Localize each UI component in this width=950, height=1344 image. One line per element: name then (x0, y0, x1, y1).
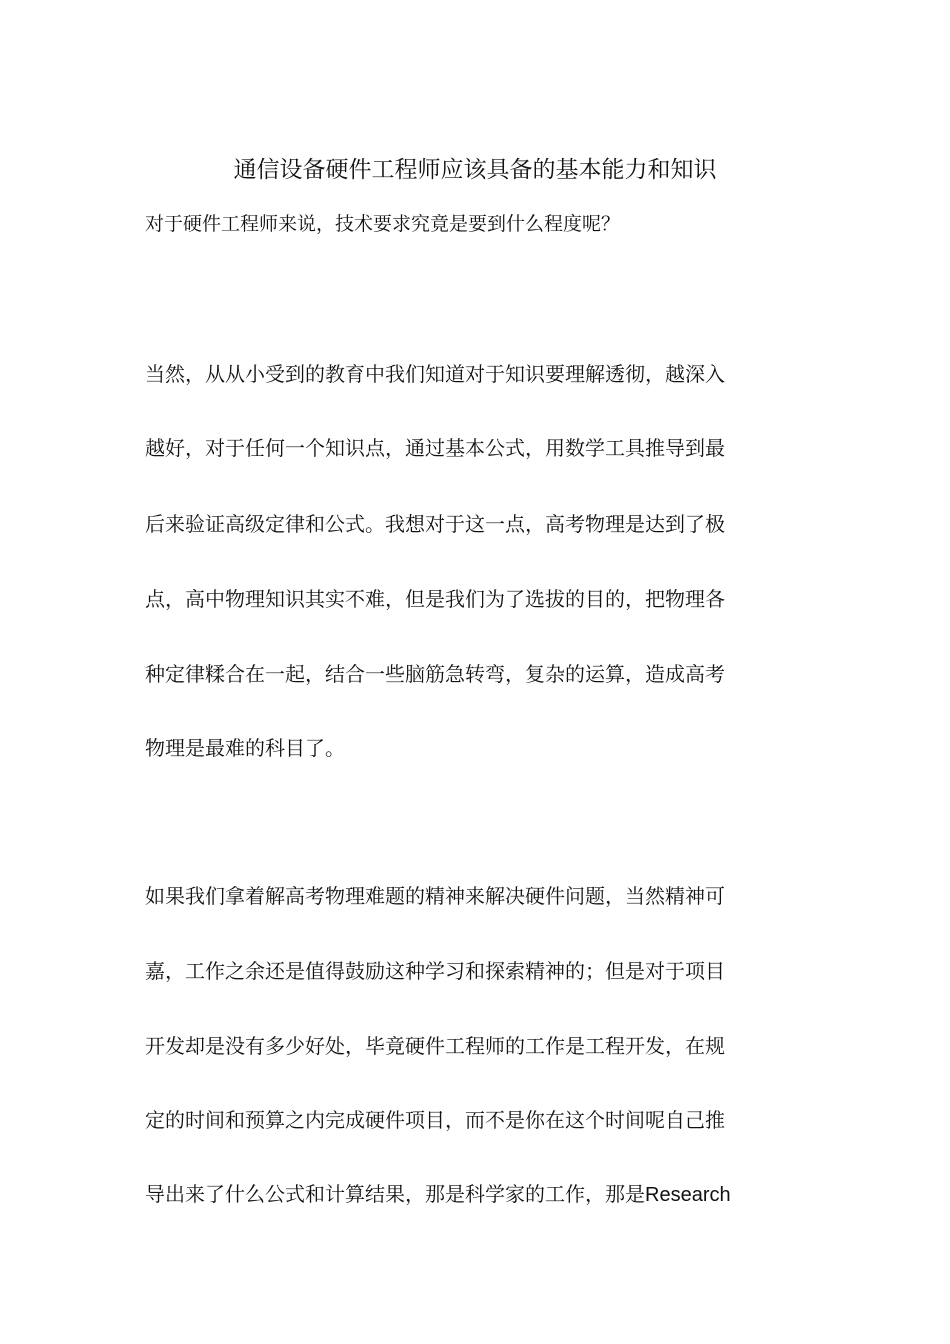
paragraph-line: 定的时间和预算之内完成硬件项目，而不是你在这个时间呢自己推 (145, 1108, 725, 1132)
paragraph-line: 如果我们拿着解高考物理难题的精神来解决硬件问题，当然精神可 (145, 884, 725, 908)
paragraph-line: 点，高中物理知识其实不难，但是我们为了选拔的目的，把物理各 (145, 587, 725, 611)
paragraph-line: 嘉，工作之余还是值得鼓励这种学习和探索精神的；但是对于项目 (145, 959, 725, 983)
paragraph-line-last (145, 1176, 805, 1213)
paragraph-latin-word: Research (645, 1184, 731, 1206)
paragraph-line: 后来验证高级定律和公式。我想对于这一点，高考物理是达到了极 (145, 512, 725, 536)
paragraph-text: 导出来了什么公式和计算结果，那是科学家的工作，那是 (145, 1182, 645, 1206)
paragraph-line: 物理是最难的科目了。 (145, 736, 345, 760)
document-subtitle: 对于硬件工程师来说，技术要求究竟是要到什么程度呢？ (145, 213, 621, 235)
document-title: 通信设备硬件工程师应该具备的基本能力和知识 (233, 157, 717, 183)
paragraph-line: 当然，从从小受到的教育中我们知道对于知识要理解透彻，越深入 (145, 362, 725, 386)
paragraph-line: 开发却是没有多少好处，毕竟硬件工程师的工作是工程开发，在规 (145, 1034, 725, 1058)
paragraph-line: 种定律糅合在一起，结合一些脑筋急转弯，复杂的运算，造成高考 (145, 662, 725, 686)
paragraph-line: 越好，对于任何一个知识点，通过基本公式，用数学工具推导到最 (145, 436, 725, 460)
